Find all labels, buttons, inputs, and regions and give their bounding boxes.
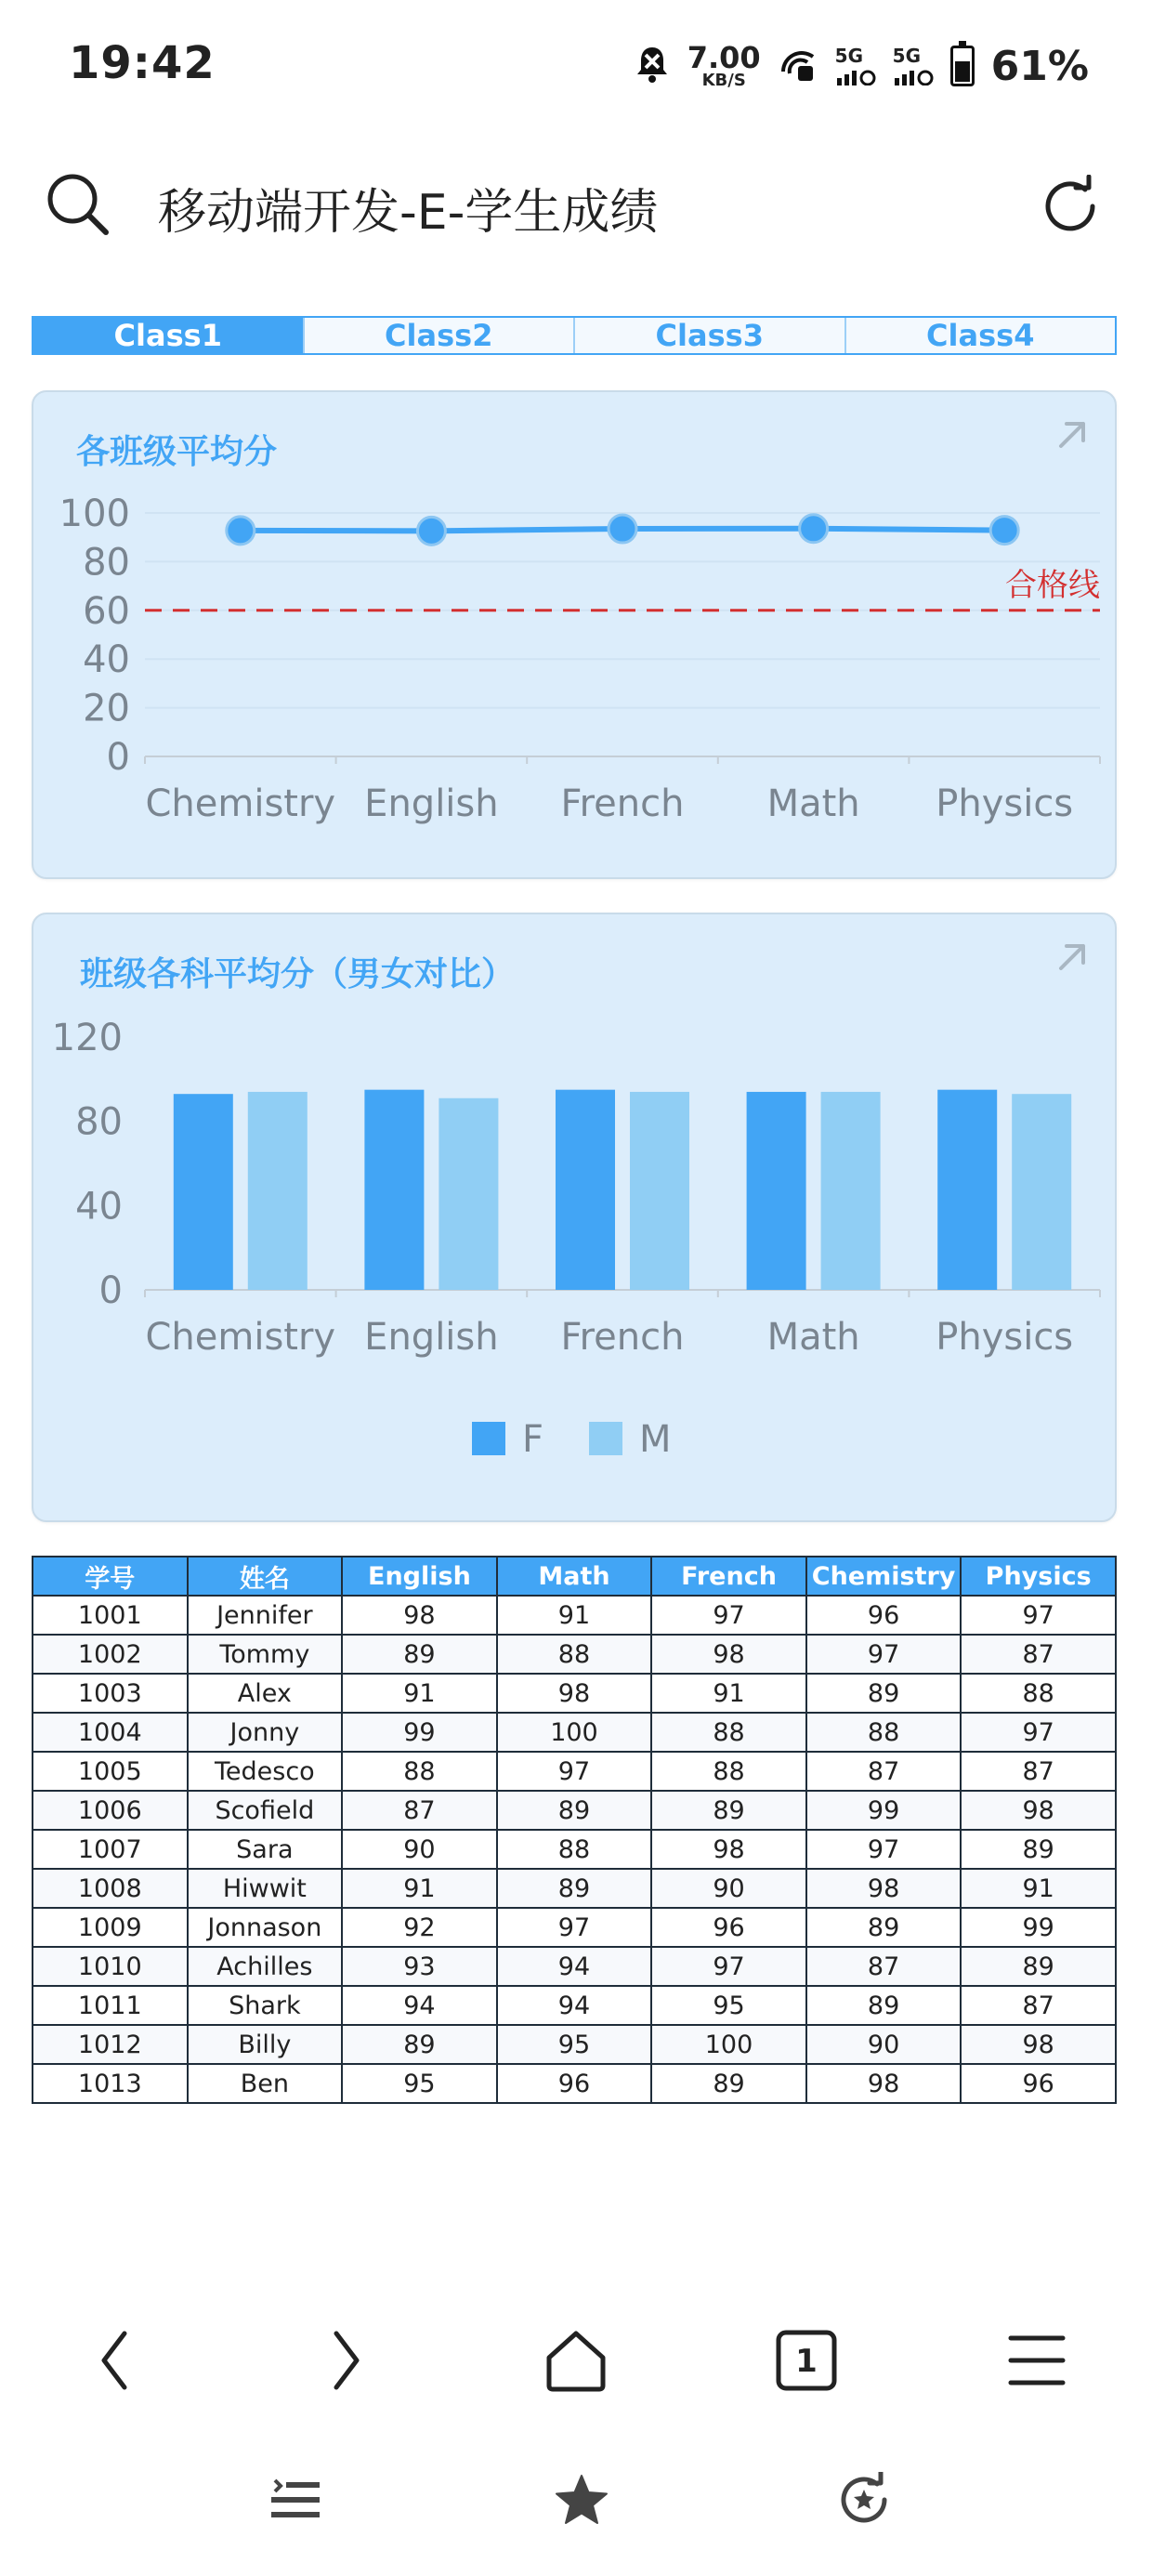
table-cell: Jonny <box>188 1713 343 1752</box>
bar <box>821 1092 881 1290</box>
data-point <box>227 517 255 545</box>
table-cell: 90 <box>806 2025 962 2064</box>
bar <box>439 1098 498 1290</box>
data-point <box>609 515 636 543</box>
bar-chart-title: 班级各科平均分（男女对比） <box>80 955 516 993</box>
column-header: 姓名 <box>188 1557 343 1596</box>
status-time: 19:42 <box>69 37 216 89</box>
tab-count: 1 <box>795 2343 818 2380</box>
table-cell: 1010 <box>33 1947 188 1986</box>
table-cell: 98 <box>961 1791 1116 1830</box>
table-cell: 99 <box>342 1713 497 1752</box>
table-cell: 89 <box>806 1986 962 2025</box>
tab-class1[interactable]: Class1 <box>33 318 303 353</box>
x-tick-label: Physics <box>936 1316 1074 1359</box>
table-cell: 100 <box>651 2025 806 2064</box>
table-cell: 1003 <box>33 1674 188 1713</box>
table-cell: 89 <box>806 1674 962 1713</box>
table-cell: 1008 <box>33 1869 188 1908</box>
browser-nav-bar <box>0 2305 1152 2416</box>
y-tick-label: 40 <box>75 1185 123 1229</box>
wifi-hotspot-icon <box>778 44 818 88</box>
table-cell: 89 <box>497 1791 652 1830</box>
y-tick-label: 0 <box>106 736 130 779</box>
table-cell: 99 <box>961 1908 1116 1947</box>
table-cell: Jennifer <box>188 1596 343 1635</box>
cell-bars-icon <box>835 65 876 85</box>
y-tick-label: 100 <box>59 493 130 535</box>
table-cell: 97 <box>806 1635 962 1674</box>
table-cell: 94 <box>497 1947 652 1986</box>
table-cell: Shark <box>188 1986 343 2025</box>
table-row <box>33 1986 1116 2025</box>
table-row <box>33 2025 1116 2064</box>
table-cell: 1001 <box>33 1596 188 1635</box>
table-header-row <box>33 1557 1116 1596</box>
bar <box>630 1092 689 1290</box>
line-chart <box>33 392 1115 877</box>
table-cell: 91 <box>342 1869 497 1908</box>
table-cell: 97 <box>806 1830 962 1869</box>
pass-line-label: 合格线 <box>1005 566 1100 604</box>
table-cell: 1002 <box>33 1635 188 1674</box>
bookmark-star-icon[interactable] <box>535 2453 628 2546</box>
table-cell: 88 <box>497 1830 652 1869</box>
x-tick-label: Math <box>766 782 860 825</box>
battery-percent: 61% <box>990 42 1089 90</box>
tab-class2[interactable]: Class2 <box>303 318 574 353</box>
table-cell: 87 <box>961 1752 1116 1791</box>
table-cell: 88 <box>651 1713 806 1752</box>
table-cell: Billy <box>188 2025 343 2064</box>
data-point <box>990 517 1018 545</box>
status-icons <box>634 33 1089 99</box>
table-cell: 97 <box>961 1713 1116 1752</box>
table-cell: 100 <box>497 1713 652 1752</box>
line-chart-title: 各班级平均分 <box>76 433 278 471</box>
table-cell: 91 <box>497 1596 652 1635</box>
menu-icon[interactable] <box>981 2305 1093 2416</box>
table-cell: 89 <box>651 2064 806 2103</box>
network-speed-unit: KB/S <box>701 71 746 90</box>
table-cell: 1007 <box>33 1830 188 1869</box>
table-cell: 97 <box>497 1908 652 1947</box>
y-tick-label: 20 <box>83 687 130 730</box>
table-cell: 98 <box>651 1830 806 1869</box>
table-cell: 97 <box>651 1947 806 1986</box>
table-cell: 98 <box>651 1635 806 1674</box>
table-cell: 94 <box>497 1986 652 2025</box>
bar <box>937 1090 997 1290</box>
table-cell: 91 <box>651 1674 806 1713</box>
score-table <box>32 1556 1117 2104</box>
y-tick-label: 120 <box>51 1017 123 1059</box>
table-cell: 90 <box>342 1830 497 1869</box>
table-cell: 1009 <box>33 1908 188 1947</box>
table-cell: 89 <box>342 2025 497 2064</box>
table-cell: 89 <box>961 1947 1116 1986</box>
table-row <box>33 1791 1116 1830</box>
table-cell: 94 <box>342 1986 497 2025</box>
table-row <box>33 1635 1116 1674</box>
table-cell: Ben <box>188 2064 343 2103</box>
tab-class3[interactable]: Class3 <box>573 318 844 353</box>
table-cell: 1012 <box>33 2025 188 2064</box>
table-cell: 87 <box>342 1791 497 1830</box>
table-cell: 87 <box>961 1986 1116 2025</box>
legend-swatch <box>472 1422 505 1455</box>
table-cell: 98 <box>806 2064 962 2103</box>
y-tick-label: 60 <box>83 589 130 633</box>
table-row <box>33 1674 1116 1713</box>
x-tick-label: French <box>560 782 685 825</box>
table-cell: 99 <box>806 1791 962 1830</box>
x-tick-label: English <box>364 1316 499 1359</box>
table-cell: 89 <box>806 1908 962 1947</box>
table-cell: 91 <box>961 1869 1116 1908</box>
table-cell: 98 <box>806 1869 962 1908</box>
table-cell: 1006 <box>33 1791 188 1830</box>
column-header: Math <box>497 1557 652 1596</box>
table-row <box>33 2064 1116 2103</box>
x-tick-label: Math <box>766 1316 860 1359</box>
bar <box>556 1090 615 1290</box>
notification-muted-icon <box>634 44 671 88</box>
table-cell: 98 <box>497 1674 652 1713</box>
table-cell: Sara <box>188 1830 343 1869</box>
table-cell: Tedesco <box>188 1752 343 1791</box>
table-cell: 96 <box>806 1596 962 1635</box>
table-row <box>33 1713 1116 1752</box>
legend-swatch <box>589 1422 622 1455</box>
table-cell: 97 <box>651 1596 806 1635</box>
network-speed <box>687 40 761 90</box>
y-tick-label: 0 <box>98 1269 123 1312</box>
table-cell: 1005 <box>33 1752 188 1791</box>
table-cell: 87 <box>806 1752 962 1791</box>
table-cell: 88 <box>497 1635 652 1674</box>
y-tick-label: 80 <box>75 1100 123 1144</box>
column-header: 学号 <box>33 1557 188 1596</box>
table-cell: 98 <box>342 1596 497 1635</box>
average-score-card <box>32 390 1117 879</box>
x-tick-label: English <box>364 782 499 825</box>
table-cell: 96 <box>497 2064 652 2103</box>
data-point <box>800 515 828 543</box>
table-cell: Hiwwit <box>188 1869 343 1908</box>
table-cell: Alex <box>188 1674 343 1713</box>
column-header: French <box>651 1557 806 1596</box>
table-row <box>33 1908 1116 1947</box>
table-row <box>33 1752 1116 1791</box>
table-cell: 96 <box>961 2064 1116 2103</box>
table-cell: 1013 <box>33 2064 188 2103</box>
battery-level-fill <box>955 61 970 82</box>
page-title[interactable]: 移动端开发-E-学生成绩 <box>158 185 659 241</box>
forward-icon[interactable] <box>290 2305 401 2416</box>
class-tabs <box>32 316 1117 355</box>
table-cell: 95 <box>651 1986 806 2025</box>
data-point <box>417 517 445 545</box>
search-icon[interactable] <box>45 171 111 242</box>
table-cell: 89 <box>497 1869 652 1908</box>
y-tick-label: 80 <box>83 541 130 585</box>
table-cell: Achilles <box>188 1947 343 1986</box>
table-cell: 88 <box>806 1713 962 1752</box>
table-cell: 88 <box>961 1674 1116 1713</box>
y-tick-label: 40 <box>83 638 130 682</box>
history-icon[interactable] <box>818 2453 910 2546</box>
table-cell: 91 <box>342 1674 497 1713</box>
table-cell: 88 <box>342 1752 497 1791</box>
bottom-toolbar <box>0 2453 1152 2556</box>
network-speed-value: 7.00 <box>687 40 761 75</box>
table-cell: Tommy <box>188 1635 343 1674</box>
cell-bars-icon <box>893 65 934 85</box>
table-row <box>33 1596 1116 1635</box>
table-cell: 90 <box>651 1869 806 1908</box>
cell-signal-1-label: 5G <box>834 45 864 67</box>
table-cell: 87 <box>961 1635 1116 1674</box>
table-body <box>33 1596 1116 2103</box>
bar <box>248 1092 308 1290</box>
table-cell: 97 <box>497 1752 652 1791</box>
reading-list-icon[interactable] <box>249 2453 342 2546</box>
table-cell: 93 <box>342 1947 497 1986</box>
x-tick-label: French <box>560 1316 685 1359</box>
x-tick-label: Chemistry <box>145 782 336 825</box>
table-cell: 98 <box>961 2025 1116 2064</box>
column-header: Physics <box>961 1557 1116 1596</box>
bar <box>1012 1094 1071 1290</box>
home-icon[interactable] <box>520 2305 632 2416</box>
table-cell: Scofield <box>188 1791 343 1830</box>
table-cell: 1011 <box>33 1986 188 2025</box>
table-cell: 92 <box>342 1908 497 1947</box>
table-row <box>33 1947 1116 1986</box>
refresh-icon[interactable] <box>1039 175 1102 242</box>
cell-signal-2-label: 5G <box>892 45 922 67</box>
table-cell: Jonnason <box>188 1908 343 1947</box>
back-icon[interactable] <box>59 2305 171 2416</box>
table-cell: 89 <box>961 1830 1116 1869</box>
table-cell: 88 <box>651 1752 806 1791</box>
tabs-icon[interactable] <box>751 2305 862 2416</box>
bar <box>364 1090 424 1290</box>
tab-class4[interactable]: Class4 <box>844 318 1116 353</box>
table-cell: 95 <box>342 2064 497 2103</box>
table-row <box>33 1830 1116 1869</box>
column-header: Chemistry <box>806 1557 962 1596</box>
table-cell: 89 <box>651 1791 806 1830</box>
legend-label: F <box>522 1418 544 1461</box>
battery-icon <box>950 46 975 86</box>
column-header: English <box>342 1557 497 1596</box>
legend-label: M <box>639 1418 672 1461</box>
x-tick-label: Physics <box>936 782 1074 825</box>
table-cell: 87 <box>806 1947 962 1986</box>
table-cell: 95 <box>497 2025 652 2064</box>
table-cell: 1004 <box>33 1713 188 1752</box>
table-cell: 96 <box>651 1908 806 1947</box>
bar <box>174 1094 233 1290</box>
table-cell: 89 <box>342 1635 497 1674</box>
bar <box>747 1092 806 1290</box>
cell-signal-1 <box>835 46 876 85</box>
table-row <box>33 1869 1116 1908</box>
cell-signal-2 <box>893 46 934 85</box>
x-tick-label: Chemistry <box>145 1316 336 1359</box>
table-cell: 97 <box>961 1596 1116 1635</box>
bar-chart <box>33 914 1115 1520</box>
gender-compare-card <box>32 913 1117 1522</box>
